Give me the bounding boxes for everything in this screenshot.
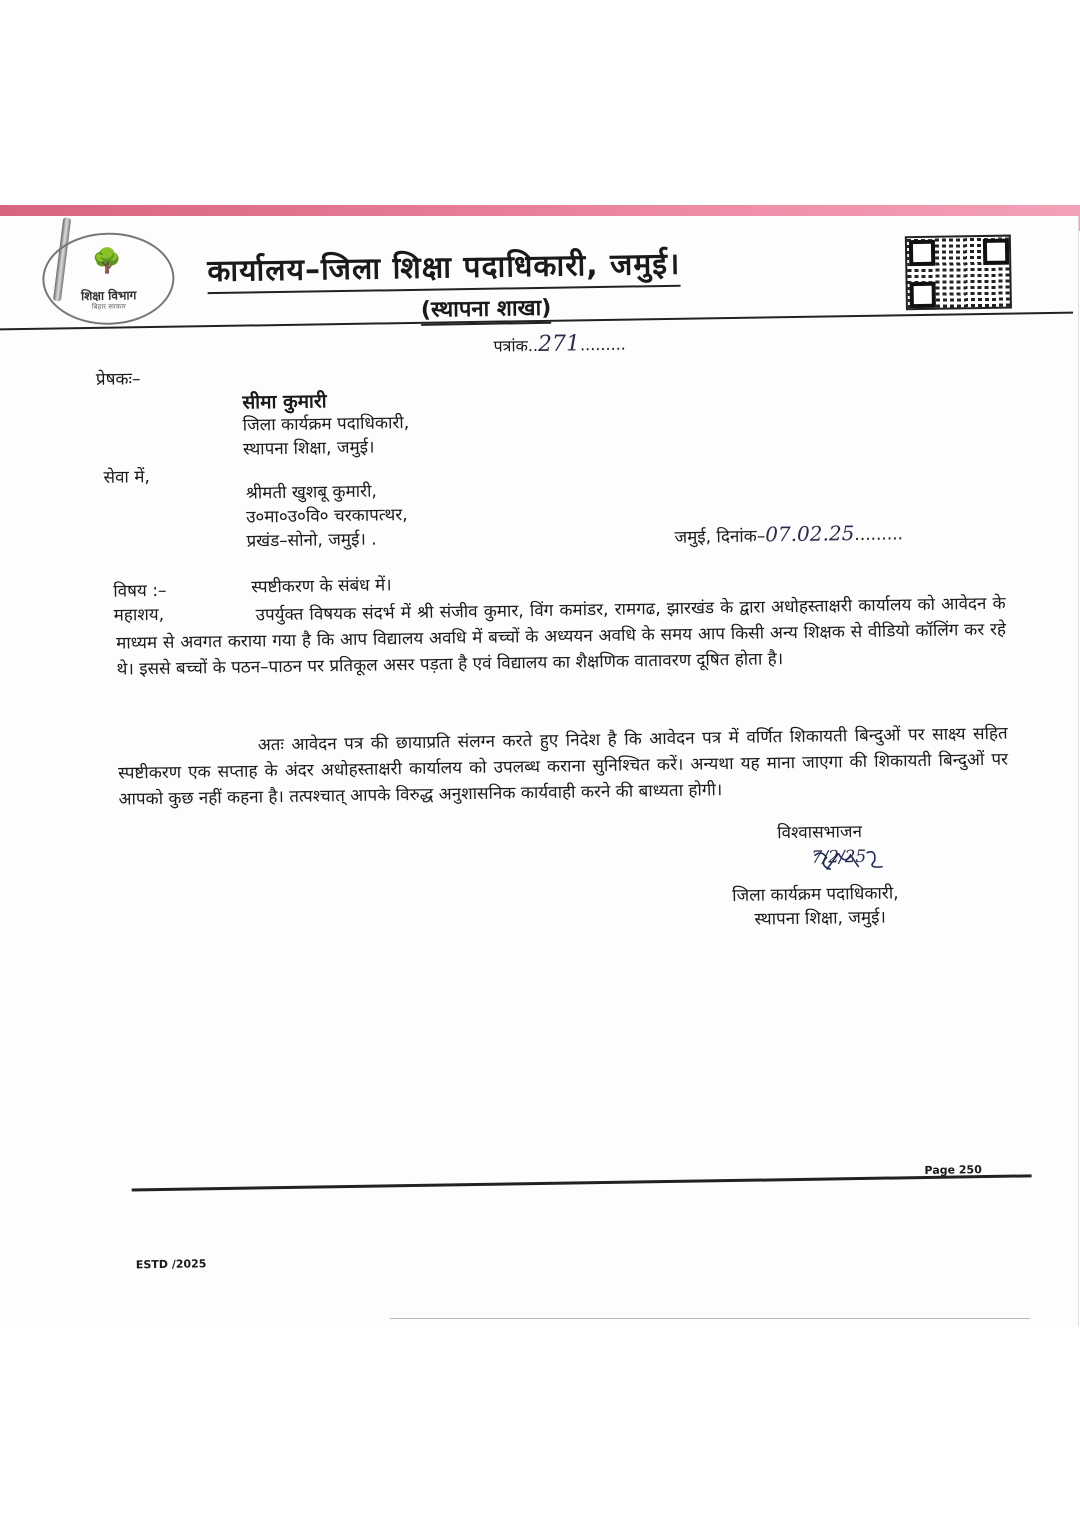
sender-office: स्थापना शिक्षा, जमुई। xyxy=(242,437,375,460)
page-number: Page 250 xyxy=(924,1163,982,1178)
body-paragraph-1: उपर्युक्त विषयक संदर्भ में श्री संजीव कुमार, विंग कमांडर, रामगढ, झारखंड के द्वारा अधोहस्ताक्षरी कार्यालय को आवेदन के माध्यम से अवगत कराया गया है कि आप विद्यालय अवधि में बच्चों के अध्ययन अवधि के समय आप किसी अन्य शिक्षक से वीडियो कॉलिंग कर रहे थे। इससे बच्चों के पठन–पाठन पर प्रतिकूल असर पड़ता है एवं विद्यालय का शैक्षणिक वातावरण दूषित होता है। xyxy=(115,593,1007,680)
established-label: ESTD /2025 xyxy=(135,1257,207,1272)
emblem-label: शिक्षा विभाग xyxy=(80,288,137,304)
recipient-label: सेवा में, xyxy=(103,467,150,488)
sender-designation: जिला कार्यक्रम पदाधिकारी, xyxy=(242,413,410,436)
sender-name: सीमा कुमारी xyxy=(242,390,327,414)
date-value: 07.02.25 xyxy=(765,521,855,547)
letter-number-label: पत्रांक xyxy=(493,336,528,356)
subject-text: स्पष्टीकरण के संबंध में। xyxy=(251,575,392,598)
recipient-school: उ०मा०उ०वि० चरकापत्थर, xyxy=(245,505,408,528)
branch-subtitle: (स्थापना शाखा) xyxy=(421,292,552,326)
signature-date: 7/2/25 xyxy=(811,846,867,868)
recipient-name: श्रीमती खुशबू कुमारी, xyxy=(245,481,377,504)
letter-date: जमुई, दिनांक–07.02.25......... xyxy=(674,521,904,548)
qr-code-icon xyxy=(905,235,1012,311)
recipient-block: प्रखंड–सोनो, जमुई। . xyxy=(246,529,377,552)
body-paragraph-2: अतः आवेदन पत्र की छायाप्रति संलग्न करते हुए निदेश है कि आवेदन पत्र में वर्णित शिकायती बिन्दुओं पर साक्ष्य सहित स्पष्टीकरण एक सप्ताह के अंदर अधोहस्ताक्षरी कार्यालय को उपलब्ध कराना सुनिश्चित करें। अन्यथा यह माना जाएगा की शिकायती बिन्दुओं पर आपको कुछ नहीं कहना है। तत्पश्चात् आपके विरुद्ध अनुशासनिक कार्यवाही करने की बाध्यता होगी। xyxy=(118,723,1009,810)
footer-rule xyxy=(132,1174,1032,1191)
sender-label: प्रेषकः– xyxy=(95,369,141,390)
signatory-designation: जिला कार्यक्रम पदाधिकारी, xyxy=(732,883,899,906)
office-title: कार्यालय–जिला शिक्षा पदाधिकारी, जमुई। xyxy=(207,242,681,294)
valediction: विश्वासभाजन xyxy=(777,821,863,844)
letter-number: पत्रांक..271......... xyxy=(493,331,626,357)
department-emblem xyxy=(42,232,175,326)
signatory-office: स्थापना शिक्षा, जमुई। xyxy=(754,907,887,930)
tree-emblem-icon: 🌳 xyxy=(91,246,123,275)
date-label: जमुई, दिनांक– xyxy=(674,526,766,548)
emblem-sublabel: बिहार सरकार xyxy=(91,302,126,311)
letter-number-value: 271 xyxy=(537,331,581,357)
paper-bottom-edge xyxy=(390,1318,1030,1319)
salutation: महाशय, xyxy=(113,604,165,626)
subject-label: विषय :– xyxy=(113,580,167,602)
